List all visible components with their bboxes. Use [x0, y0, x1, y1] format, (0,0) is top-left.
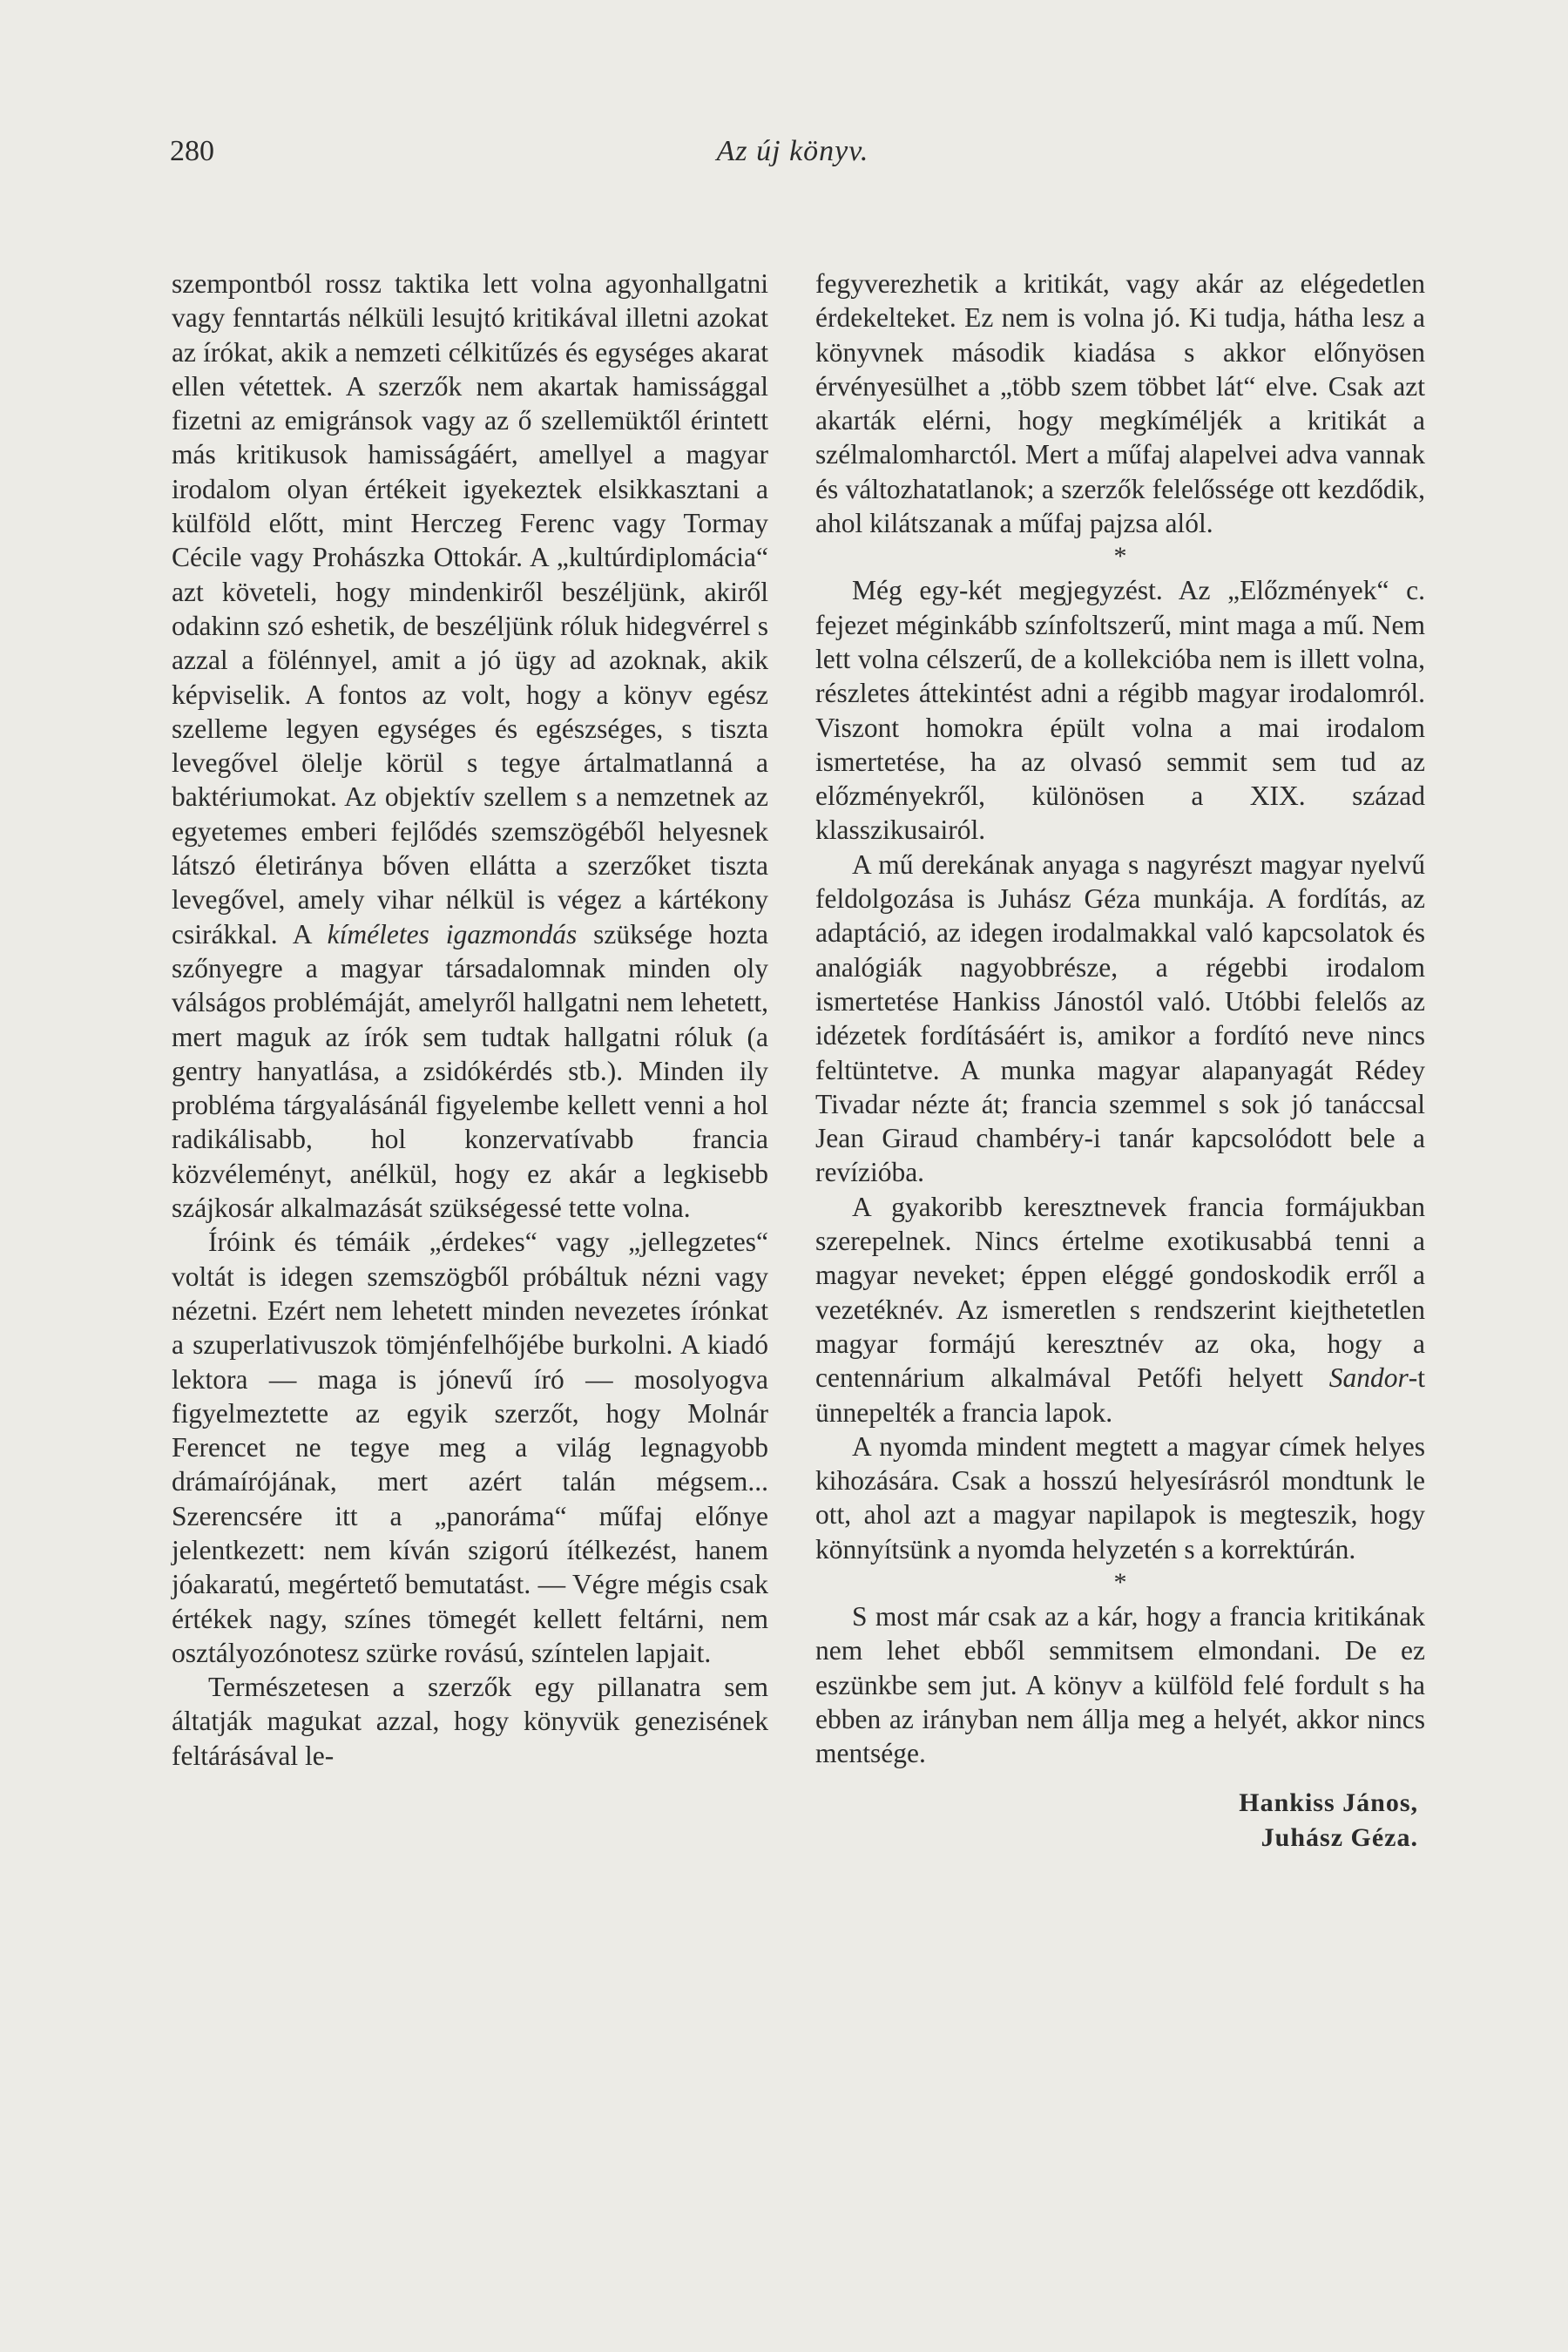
paragraph	[172, 267, 768, 1225]
paragraph-text: -t ünnepelték a francia lapok.	[815, 1362, 1426, 1428]
running-head	[170, 135, 1416, 179]
paragraph: S most már csak az a kár, hogy a francia kritikának nem lehet ebből semmitsem elmondani. De ez eszünkbe sem jut. A könyv a külföld felé fordult s ha ebben az irányban nem állja meg a helyét, akkor nincs mentsége.	[815, 1600, 1425, 1769]
emphasized-text: Sandor	[1328, 1362, 1409, 1394]
paragraph: A mű derekának anyaga s nagyrészt magyar nyelvű feldolgozása is Juhász Géza munkája. A fordítás, az adaptáció, az idegen irodalmakkal való kapcsolatok és analógiák nagyobbrésze, a régebbi irodalom ismertetése Hankiss Jánostól való. Utóbbi felelős az idézetek fordításáért is, amikor a fordító neve nincs feltüntetve. A munka magyar alapanyagát Rédey Tivadar nézte át; francia szemmel s sok jó tanáccsal Jean Giraud chambéry-i tanár kapcsolódott bele a revízióba.	[815, 848, 1425, 1188]
paragraph-text: A gyakoribb keresztnevek francia formájukban szerepelnek. Nincs értelme exotikusabbá tenni a magyar neveket; éppen eléggé gondoskodik erről a vezetéknév. Az ismeretlen s rendszerint kiejthetetlen magyar formájú keresztnév az oka, hogy a centennárium alkalmával Petőfi helyett	[815, 1191, 1425, 1394]
asterisk-separator: *	[1113, 542, 1127, 571]
emphasized-text: kíméletes igazmondás	[327, 918, 578, 950]
page-number: 280	[170, 135, 214, 167]
paragraph: Íróink és témáik „érdekes“ vagy „jellegzetes“ voltát is idegen szemszögből próbáltuk nézni vagy nézetni. Ezért nem lehetett minden nevezetes írónkat a szuperlativuszok tömjénfelhőjébe burkolni. A kiadó lektora — maga is jónevű író — mosolyogva figyelmeztette az egyik szerzőt, hogy Molnár Ferencet ne tegye meg a világ legnagyobb drámaírójának, mert azért talán mégsem... Szerencsére itt a „panoráma“ műfaj előnye jelentkezett: nem kíván szigorú ítélkezést, hanem jóakaratú, megértető bemutatást. — Végre mégis csak értékek nagy, színes tömegét kellett feltárni, nem osztályozónotesz szürke rovású, színtelen lapjait.	[172, 1227, 768, 1668]
paragraph: Természetesen a szerzők egy pillanatra sem áltatják magukat azzal, hogy könyvük genezisének feltárásával le-	[172, 1672, 768, 1771]
signature-line: Hankiss János,	[1239, 1788, 1418, 1818]
paragraph	[815, 1190, 1425, 1429]
journal-title: Az új könyv.	[716, 135, 869, 167]
right-column	[815, 267, 1425, 1855]
signature	[815, 1786, 1425, 1855]
paragraph: Még egy-két megjegyzést. Az „Előzmények“ c. fejezet méginkább színfoltszerű, mint maga a mű. Nem lett volna célszerű, de a kollekcióba nem is illett volna, részletes áttekintést adni a régibb magyar irodalomról. Viszont homokra épült volna a mai irodalom ismertetése, ha az olvasó semmit sem tud az előzményekről, különösen a XIX. század klasszikusairól.	[815, 575, 1425, 846]
left-column	[172, 267, 768, 1773]
paragraph: A nyomda mindent megtett a magyar címek helyes kihozására. Csak a hosszú helyesírásról mondtunk le ott, ahol azt a magyar napilapok is megteszik, hogy könnyítsünk a nyomda helyzetén s a korrektúrán.	[815, 1430, 1425, 1565]
paragraph-text: szempontból rossz taktika lett volna agyonhallgatni vagy fenntartás nélküli lesujtó kritikával illetni azokat az írókat, akik a nemzeti célkitűzés és egységes akarat ellen vétettek. A szerzők nem akartak hamissággal fizetni az emigránsok vagy az ő szellemüktől érintett más kritikusok hamisságáért, amellyel a magyar irodalom olyan értékeit igyekeztek elsikkasztani a külföld előtt, mint Herczeg Ferenc vagy Tormay Cécile vagy Prohászka Ottokár. A „kultúrdiplomácia“ azt követeli, hogy mindenkiről beszéljünk, akiről odakinn szó eshetik, de beszéljünk róluk hidegvérrel s azzal a fölénnyel, amit a jó ügy ad azoknak, akik képviselik. A fontos az volt, hogy a könyv egész szelleme legyen egységes és egészséges, s tiszta levegővel ölelje körül s tegye ártalmatlanná a baktériumokat. Az objektív szellem s a nemzetnek az egyetemes emberi fejlődés szemszögéből helyesnek látszó életiránya bőven ellátta a szerzőket tiszta levegővel, amely vihar nélkül is végez a kártékony csirákkal. A	[172, 268, 768, 950]
asterisk-separator: *	[1113, 1567, 1127, 1597]
signature-line: Juhász Géza.	[1260, 1823, 1418, 1853]
paragraph: fegyverezhetik a kritikát, vagy akár az elégedetlen érdekelteket. Ez nem is volna jó. Ki tudja, hátha lesz a könyvnek második kiadása s akkor előnyösen érvényesülhet a „több szem többet lát“ elve. Csak azt akarták elérni, hogy megkíméljék a kritikát a szélmalomharctól. Mert a műfaj alapelvei adva vannak és változhatatlanok; a szerzők felelőssége ott kezdődik, ahol kilátszanak a műfaj pajzsa alól.	[815, 268, 1425, 539]
paragraph-text: szüksége hozta szőnyegre a magyar társadalomnak minden oly válságos problémáját, amelyről hallgatni nem lehetett, mert maguk az írók sem tudtak hallgatni róluk (a gentry hanyatlása, a zsidókérdés stb.). Minden ily probléma tárgyalásánál figyelembe kellett venni a hol radikálisabb, hol konzervatívabb francia közvéleményt, anélkül, hogy ez akár a legkisebb szájkosár alkalmazását szükségessé tette volna.	[172, 918, 768, 1224]
